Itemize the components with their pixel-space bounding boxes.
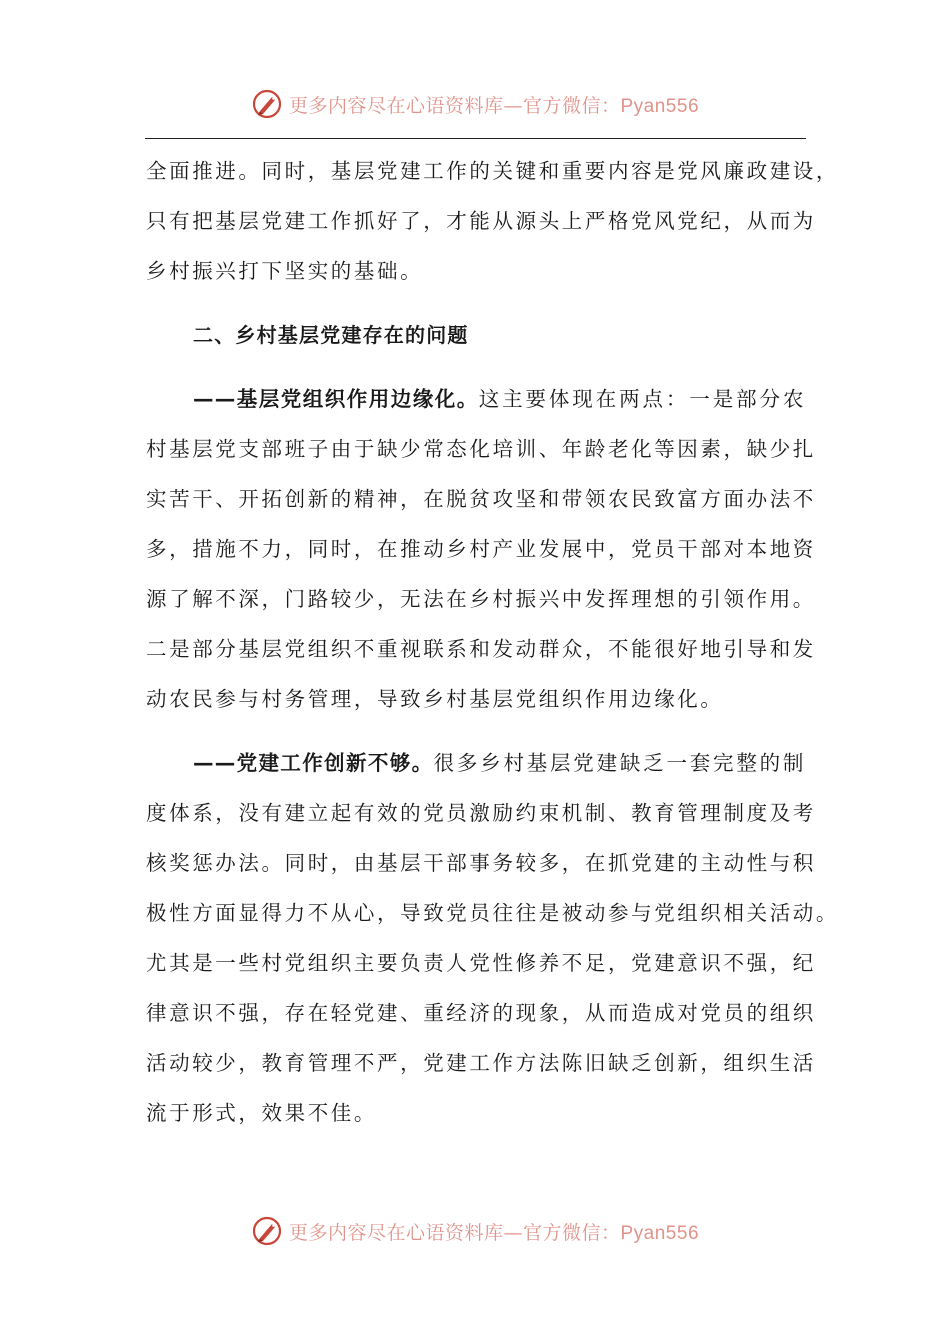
text-line: 度体系，没有建立起有效的党员激励约束机制、教育管理制度及考 — [146, 801, 816, 825]
text-line: 村基层党支部班子由于缺少常态化培训、年龄老化等因素，缺少扎 — [146, 437, 816, 461]
text-line: 实苦干、开拓创新的精神，在脱贫攻坚和带领农民致富方面办法不 — [146, 487, 816, 511]
text-line: 极性方面显得力不从心，导致党员往往是被动参与党组织相关活动。 — [146, 901, 839, 925]
header-watermark — [0, 86, 950, 122]
header-divider — [145, 138, 806, 139]
pen-logo-icon — [251, 1215, 283, 1247]
document-body — [146, 146, 839, 1138]
text-line: 活动较少，教育管理不严，党建工作方法陈旧缺乏创新，组织生活 — [146, 1051, 816, 1075]
text-line: 多，措施不力，同时，在推动乡村产业发展中，党员干部对本地资 — [146, 537, 816, 561]
text-line: 源了解不深，门路较少，无法在乡村振兴中发挥理想的引领作用。 — [146, 587, 816, 611]
paragraph-2 — [146, 374, 816, 724]
text-line: 只有把基层党建工作抓好了，才能从源头上严格党风党纪，从而为 — [146, 209, 816, 233]
footer-watermark-text: 更多内容尽在心语资料库—官方微信：Pyan556 — [288, 1221, 700, 1244]
header-watermark-text: 更多内容尽在心语资料库—官方微信：Pyan556 — [288, 94, 700, 117]
text-line: 尤其是一些村党组织主要负责人党性修养不足，党建意识不强，纪 — [146, 951, 816, 975]
text-line: 全面推进。同时，基层党建工作的关键和重要内容是党风廉政建设， — [146, 159, 839, 183]
paragraph-2-lead: ——基层党组织作用边缘化。 — [193, 387, 479, 411]
section-heading: 二、乡村基层党建存在的问题 — [193, 323, 469, 347]
text-line: ——党建工作创新不够。很多乡村基层党建缺乏一套完整的制 — [193, 751, 806, 775]
text-line: 核奖惩办法。同时，由基层干部事务较多，在抓党建的主动性与积 — [146, 851, 816, 875]
paragraph-3-lead: ——党建工作创新不够。 — [193, 751, 434, 775]
text-line: 动农民参与村务管理，导致乡村基层党组织作用边缘化。 — [146, 687, 724, 711]
text-line: 流于形式，效果不佳。 — [146, 1101, 377, 1125]
paragraph-3 — [146, 738, 839, 1138]
text-line: ——基层党组织作用边缘化。这主要体现在两点：一是部分农 — [193, 387, 806, 411]
paragraph-1 — [146, 146, 839, 296]
header-watermark-brand: Pyan556 — [620, 95, 700, 117]
footer-watermark — [0, 1213, 950, 1249]
footer-watermark-brand: Pyan556 — [620, 1222, 700, 1244]
pen-logo-icon — [251, 88, 283, 120]
text-line: 二是部分基层党组织不重视联系和发动群众，不能很好地引导和发 — [146, 637, 816, 661]
text-line: 律意识不强，存在轻党建、重经济的现象，从而造成对党员的组织 — [146, 1001, 816, 1025]
text-line: 乡村振兴打下坚实的基础。 — [146, 259, 424, 283]
